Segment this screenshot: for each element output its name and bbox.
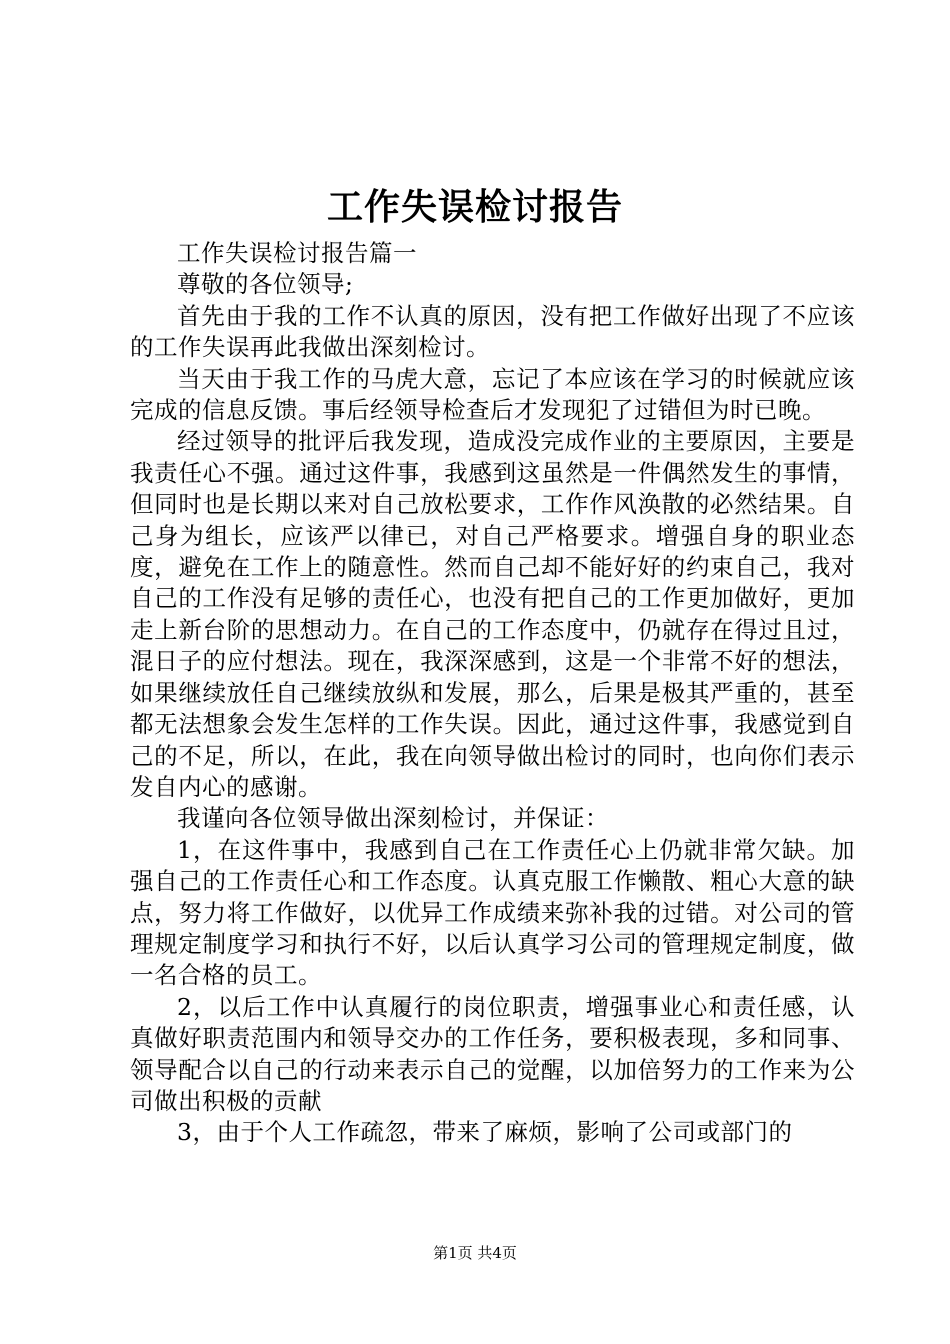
paragraph-list-item: 1，在这件事中，我感到自己在工作责任心上仍就非常欠缺。加强自己的工作责任心和工作态度。认真克服工作懒散、粗心大意的缺点，努力将工作做好，以优异工作成绩来弥补我的过错。对公司的管理规定制度学习和执行不好，以后认真学习公司的管理规定制度，做一名合格的员工。: [130, 835, 855, 990]
paragraph: 当天由于我工作的马虎大意，忘记了本应该在学习的时候就应该完成的信息反馈。事后经领导检查后才发现犯了过错但为时已晚。: [130, 364, 855, 425]
document-title: 工作失误检讨报告: [326, 186, 623, 228]
paragraph-subtitle: 工作失误检讨报告篇一: [177, 239, 417, 267]
paragraph: 经过领导的批评后我发现，造成没完成作业的主要原因，主要是我责任心不强。通过这件事，我感到这虽然是一件偶然发生的事情，但同时也是长期以来对自己放松要求，工作作风涣散的必然结果。自己身为组长，应该严以律已，对自己严格要求。增强自身的职业态度，避免在工作上的随意性。然而自己却不能好好的约束自己，我对自己的工作没有足够的责任心，也没有把自己的工作更加做好，更加走上新台阶的思想动力。在自己的工作态度中，仍就存在得过且过，混日子的应付想法。现在，我深深感到，这是一个非常不好的想法，如果继续放任自己继续放纵和发展，那么，后果是极其严重的，甚至都无法想象会发生怎样的工作失误。因此，通过这件事，我感觉到自己的不足，所以，在此，我在向领导做出检讨的同时，也向你们表示发自内心的感谢。: [130, 427, 855, 801]
document-body: [130, 238, 855, 1149]
paragraph-list-item: 2，以后工作中认真履行的岗位职责，增强事业心和责任感，认真做好职责范围内和领导交办的工作任务，要积极表现，多和同事、领导配合以自己的行动来表示自己的觉醒，以加倍努力的工作来为公司做出积极的贡献: [130, 992, 855, 1115]
page-number-footer: 第1页 共4页: [433, 1244, 517, 1262]
paragraph: 我谨向各位领导做出深刻检讨，并保证：: [177, 804, 609, 833]
paragraph-list-item: 3，由于个人工作疏忽，带来了麻烦，影响了公司或部门的: [177, 1118, 793, 1147]
paragraph-salutation: 尊敬的各位领导;: [177, 270, 354, 299]
paragraph: 首先由于我的工作不认真的原因，没有把工作做好出现了不应该的工作失误再此我做出深刻检讨。: [130, 301, 855, 362]
